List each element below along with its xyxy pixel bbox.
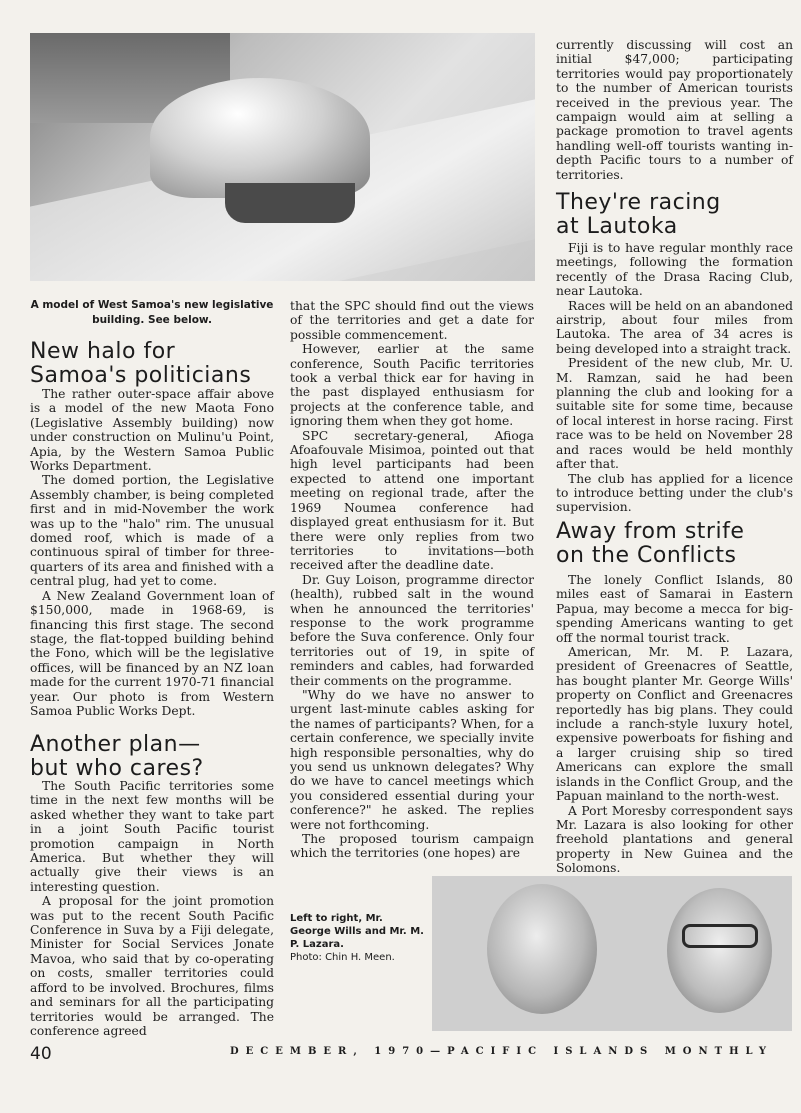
article-body-racing [556, 241, 793, 515]
paragraph: SPC secretary-general, Afioga Afoafouvale Misimoa, pointed out that high level participants had been expected to attend one important meeting on regional trade, after the 1969 Noumea conference had displayed great enthusiasm for it. But there were only replies from two territories to invitations—both received after the deadline date. [290, 428, 534, 573]
paragraph: The club has applied for a licence to introduce betting under the club's supervision. [556, 471, 793, 515]
running-footer: DECEMBER, 1970—PACIFIC ISLANDS MONTHLY [230, 1046, 774, 1057]
portrait-caption [290, 912, 425, 964]
caption-names: Left to right, Mr. George Wills and Mr. M. P. Lazara. [290, 913, 424, 950]
article-title-strife: Away from strife on the Conflicts [556, 519, 745, 568]
paragraph: Races will be held on an abandoned airstrip, about four miles from Lautoka. The area of 34 acres is being developed into a straight track. [556, 298, 793, 356]
paragraph: "Why do we have no answer to urgent last-minute cables asking for the names of participants? When, for a certain conference, we specially invite high responsible personalties, why do you send us unknown delegates? Why do we have to cancel meetings which you considered essential during your conference?" he asked. The replies were not forthcoming. [290, 687, 534, 832]
legislative-building-photo [30, 33, 535, 281]
article-body-plan-left [30, 779, 274, 1038]
photo-caption: A model of West Samoa's new legislative building. See below. [30, 299, 274, 326]
paragraph: American, Mr. M. P. Lazara, president of Greenacres of Seattle, has bought planter Mr. George Wills' property on Conflict and Greenacres reportedly has big plans. They could include a ranch-style luxury hotel, expensive powerboats for fishing and a larger cruising ship so tired Americans can explore the small islands in the Conflict Group, and the Papuan mainland to the north-west. [556, 645, 793, 804]
paragraph: A New Zealand Government loan of $150,000, made in 1968-69, is financing this first stage. The second stage, the flat-topped building behind the Fono, which will be the legislative offices, will be financed by an NZ loan made for the current 1970-71 financial year. Our photo is from Western Samoa Public Works Dept. [30, 588, 274, 718]
paragraph: The rather outer-space affair above is a model of the new Maota Fono (Legislative Assembly building) now under construction on Mulinu'u Point, Apia, by the Western Samoa Public Works Department. [30, 387, 274, 474]
paragraph: Fiji is to have regular monthly race meetings, following the formation recently of the Drasa Racing Club, near Lautoka. [556, 241, 793, 299]
page-number: 40 [30, 1044, 52, 1064]
article-body-plan-middle [290, 299, 534, 861]
article-title-halo: New halo for Samoa's politicians [30, 339, 252, 388]
paragraph: President of the new club, Mr. U. M. Ramzan, said he had been planning the club and looking for a suitable site for some time, because of local interest in horse racing. First race was to be held on November 28 and races would be held monthly after that. [556, 356, 793, 472]
article-body-halo [30, 387, 274, 718]
paragraph: that the SPC should find out the views of the territories and get a date for possible commencement. [290, 299, 534, 342]
paragraph: However, earlier at the same conference, South Pacific territories took a verbal thick ear for having in the past displayed enthusiasm for projects at the conference table, and ignoring them when they got home. [290, 342, 534, 429]
portraits-photo [432, 876, 792, 1031]
photo-credit: Photo: Chin H. Meen. [290, 952, 395, 963]
paragraph: The lonely Conflict Islands, 80 miles east of Samarai in Eastern Papua, may become a mecca for big-spending Americans wanting to get off the normal tourist track. [556, 573, 793, 645]
article-body-plan-continued [556, 38, 793, 182]
article-body-strife [556, 573, 793, 876]
article-title-racing: They're racing at Lautoka [556, 190, 721, 239]
paragraph: The proposed tourism campaign which the territories (one hopes) are [290, 832, 534, 861]
paragraph: The South Pacific territories some time in the next few months will be asked whether they want to take part in a joint South Pacific tourist promotion campaign in North America. But whether they will actually give their views is an interesting question. [30, 779, 274, 894]
article-title-plan: Another plan— but who cares? [30, 732, 204, 781]
paragraph: A Port Moresby correspondent says Mr. Lazara is also looking for other freehold plantations and general property in New Guinea and the Solomons. [556, 803, 793, 876]
paragraph: Dr. Guy Loison, programme director (health), rubbed salt in the wound when he announced the territories' response to the work programme before the Suva conference. Only four territories out of 19, in spite of reminders and cables, had forwarded their comments on the programme. [290, 572, 534, 688]
paragraph: currently discussing will cost an initial $47,000; participating territories would pay proportionately to the number of American tourists received in the previous year. The campaign would aim at selling a package promotion to travel agents handling well-off tourists wanting in-depth Pacific tours to a number of territories. [556, 38, 793, 182]
paragraph: A proposal for the joint promotion was put to the recent South Pacific Conference in Suva by a Fiji delegate, Minister for Social Services Jonate Mavoa, who said that by co-operating on costs, smaller territories could afford to be involved. Brochures, films and seminars for all the participating territories would be arranged. The conference agreed [30, 894, 274, 1038]
paragraph: The domed portion, the Legislative Assembly chamber, is being completed first and in mid-November the work was up to the "halo" rim. The unusual domed roof, which is made of a continuous spiral of timber for three-quarters of its area and finished with a central plug, had yet to come. [30, 473, 274, 589]
